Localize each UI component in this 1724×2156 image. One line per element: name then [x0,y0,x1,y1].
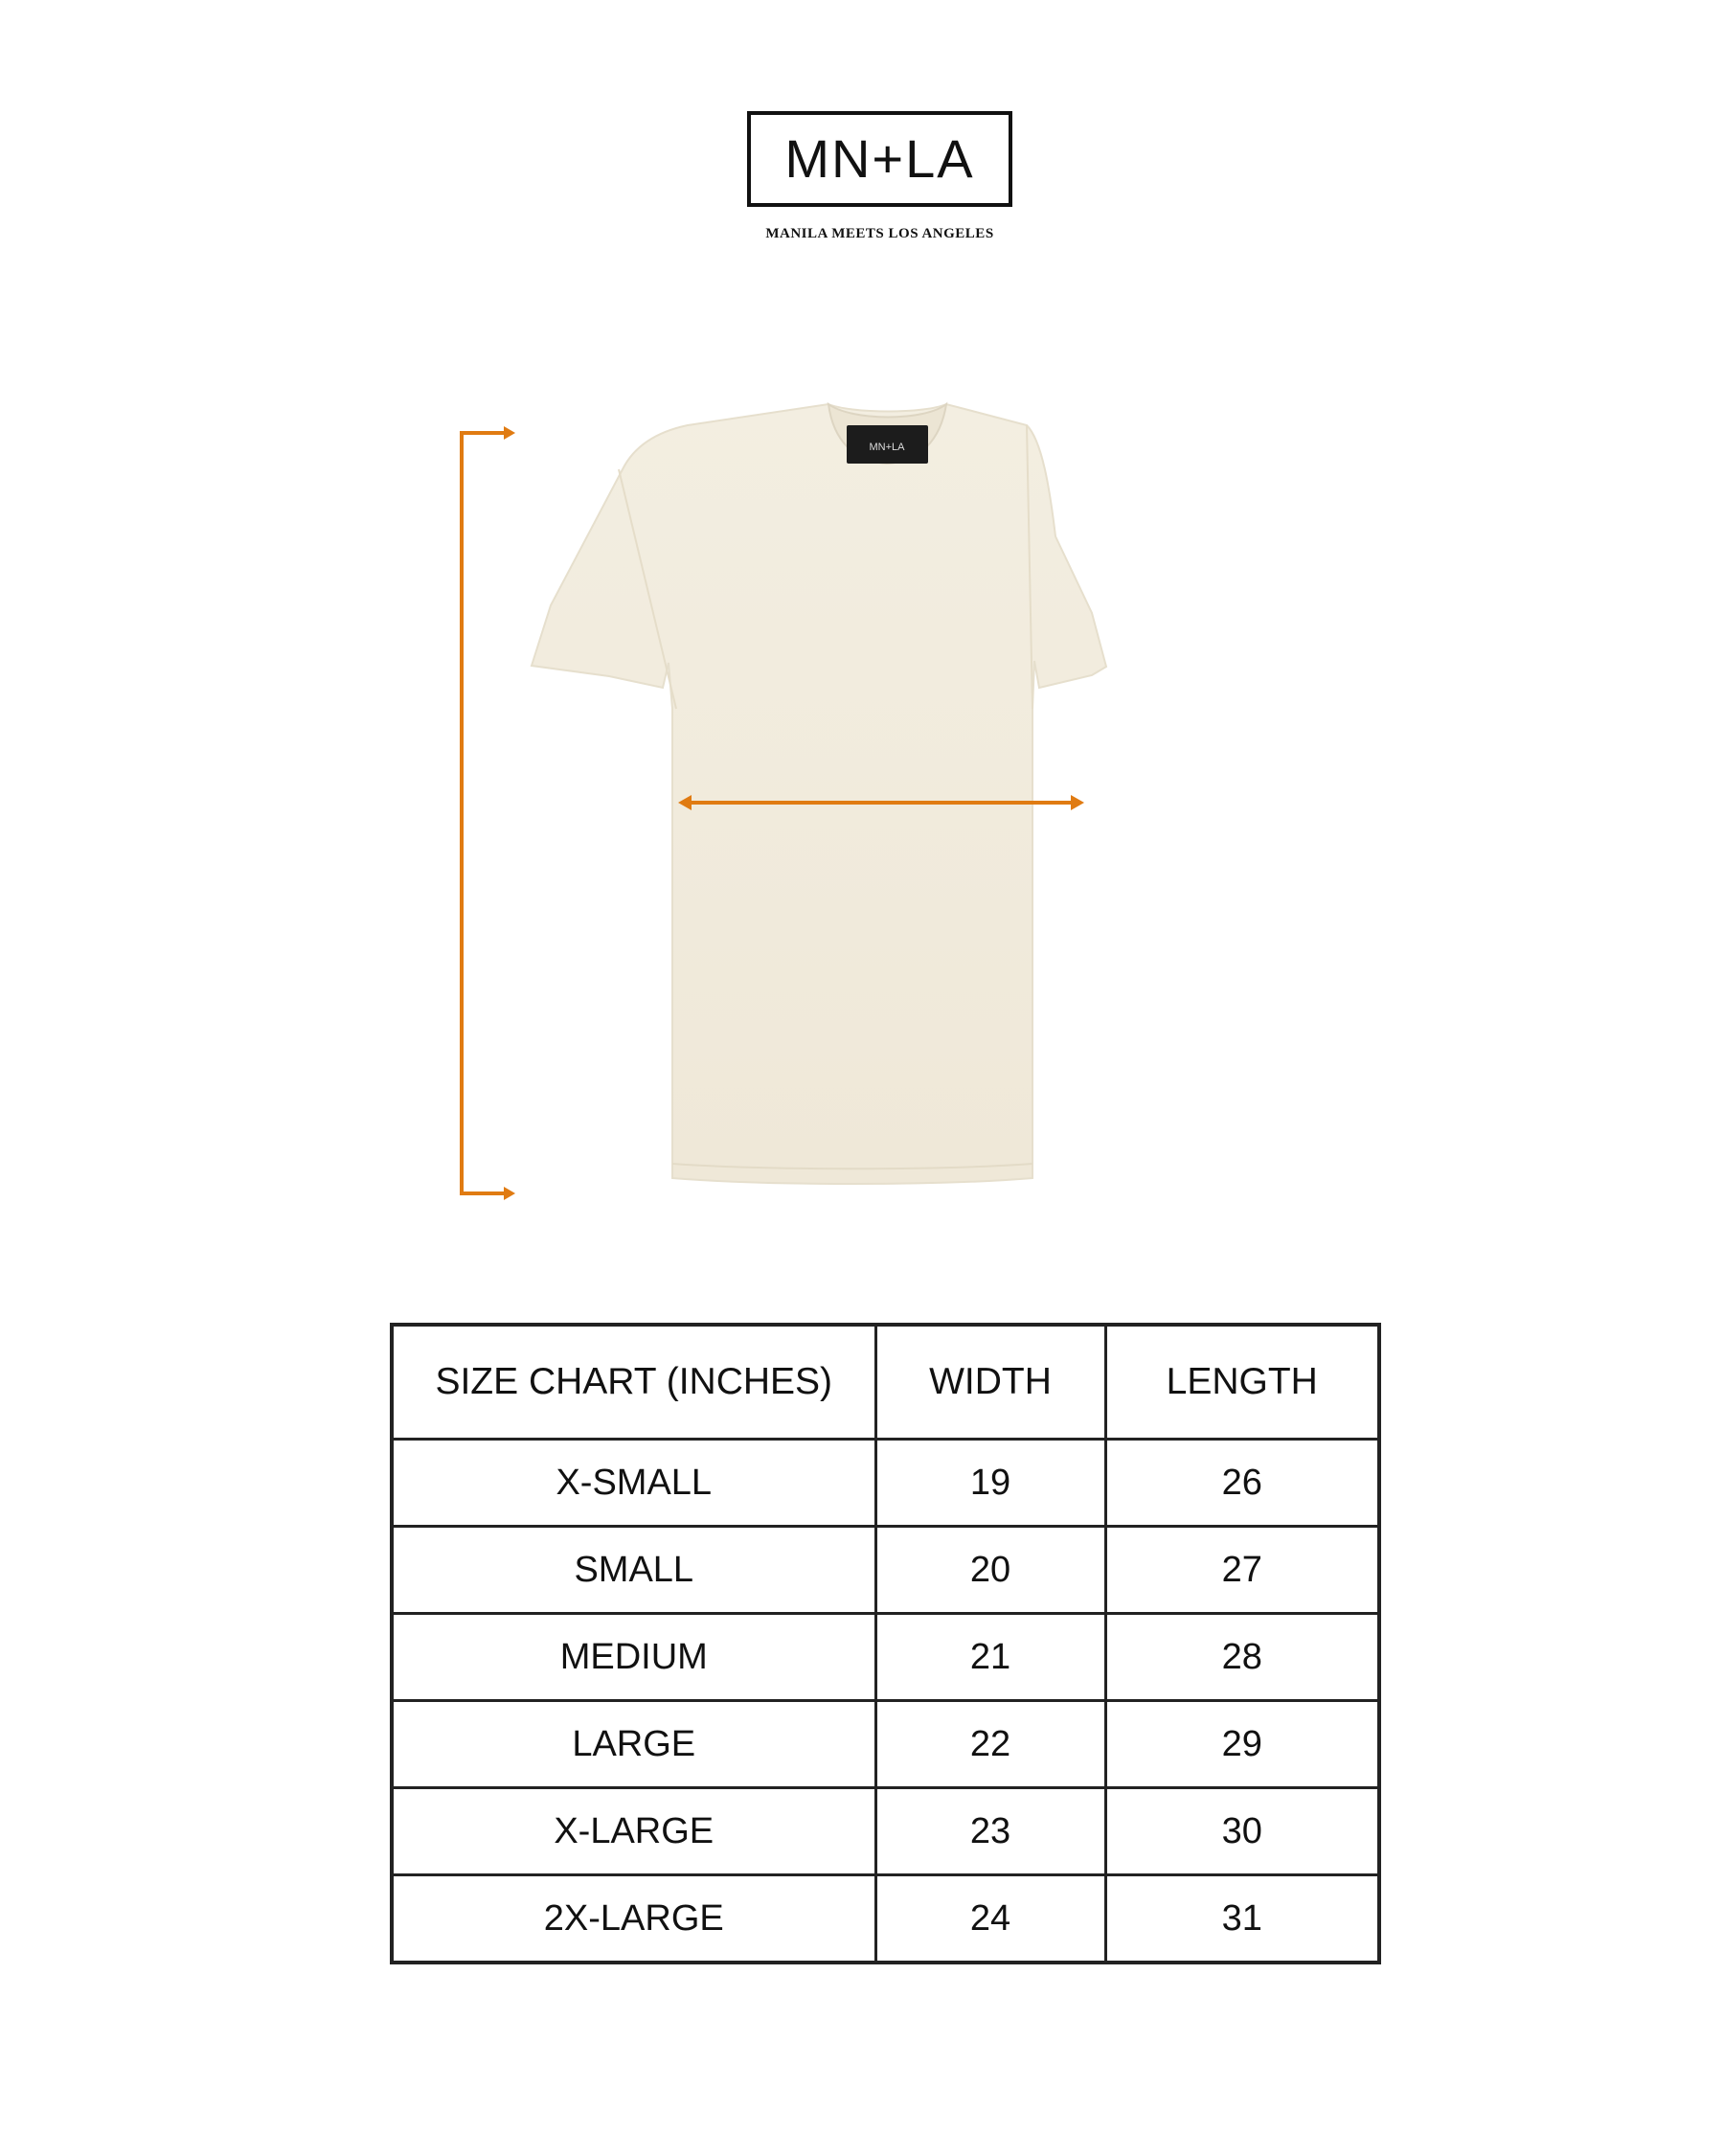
table-row [392,1701,1379,1788]
neck-label-text: MN+LA [869,442,905,453]
length-cell: 29 [1105,1701,1379,1788]
table-header-row [392,1325,1379,1440]
size-cell: SMALL [392,1527,875,1614]
header-length: LENGTH [1105,1325,1379,1440]
table-row [392,1440,1379,1527]
length-arrow [450,421,527,1207]
length-cell: 27 [1105,1527,1379,1614]
width-cell: 22 [875,1701,1105,1788]
table-row [392,1788,1379,1875]
header-size-chart: SIZE CHART (INCHES) [392,1325,875,1440]
table-row [392,1527,1379,1614]
tshirt-measurement-illustration [441,383,1283,1226]
table-row [392,1875,1379,1963]
length-cell: 30 [1105,1788,1379,1875]
width-cell: 24 [875,1875,1105,1963]
logo-text: MN+LA [784,128,975,189]
width-cell: 20 [875,1527,1105,1614]
size-cell: X-LARGE [392,1788,875,1875]
brand-tagline: MANILA MEETS LOS ANGELES [765,226,994,241]
table-row [392,1614,1379,1701]
length-cell: 28 [1105,1614,1379,1701]
width-cell: 21 [875,1614,1105,1701]
size-cell: 2X-LARGE [392,1875,875,1963]
brand-logo [747,111,1012,207]
size-chart-table [390,1323,1381,1964]
size-cell: X-SMALL [392,1440,875,1527]
size-cell: LARGE [392,1701,875,1788]
width-cell: 19 [875,1440,1105,1527]
size-cell: MEDIUM [392,1614,875,1701]
length-cell: 31 [1105,1875,1379,1963]
length-cell: 26 [1105,1440,1379,1527]
width-cell: 23 [875,1788,1105,1875]
header-width: WIDTH [875,1325,1105,1440]
tshirt-shape [532,404,1106,1184]
